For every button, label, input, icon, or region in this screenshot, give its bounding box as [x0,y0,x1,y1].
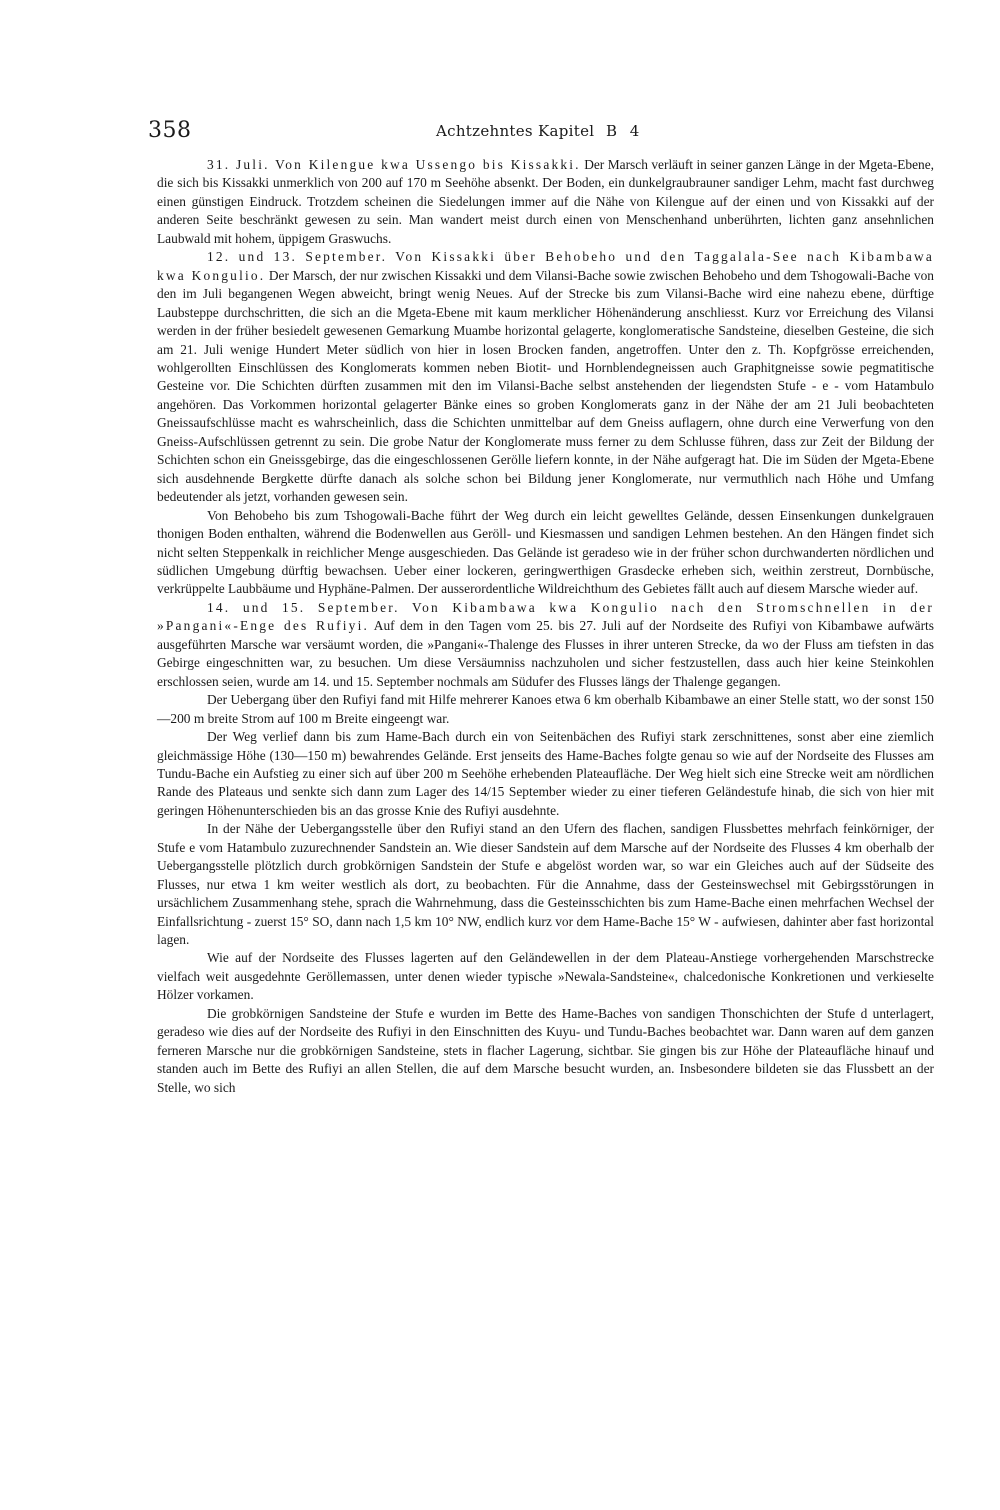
page-number: 358 [148,118,192,143]
paragraph-text: In der Nähe der Uebergangsstelle über den Rufiyi stand an den Ufern des flachen, sandigen Flussbettes mehrfach feinkörniger, der Stufe e vom Hatambulo zuzurechnender Sandstein an. Wie dieser Sandstein auf dem Marsche auf der Nordseite des Flusses 4 km oberhalb der Uebergangsstelle plötzlich durch grobkörnigen Sandstein der Stufe e abgelöst worden war, so war ein Gleiches auch auf der Südseite des Flusses, nur etwa 1 km weiter westlich als dort, zu beobachten. Für die Annahme, dass der Gesteinswechsel mit Gebirgsstörungen in ursächlichem Zusammenhang stehe, sprach die Wahrnehmung, dass die Gesteinsschichten bis zum Hame-Bache einen mehrfachen Wechsel der Einfallsrichtung - zuerst 15° SO, dann nach 1,5 km 10° NW, endlich kurz vor dem Hame-Bache 15° W - aufwiesen, dahinter aber fast horizontal lagen. [157,821,934,948]
paragraph-text: Der Weg verlief dann bis zum Hame-Bach durch ein von Seitenbächen des Rufiyi stark zerschnittenes, sonst aber eine ziemlich gleichmässige Höhe (130—150 m) bewahrendes Gelände. Erst jenseits des Hame-Baches folgte genau so wie auf der Nordseite des Flusses am Tundu-Bache ein Aufstieg zu einer sich auf über 200 m Seehöhe erhebenden Plateaufläche. Der Weg hielt sich eine Strecke weit am nördlichen Rande des Plateaus und senkte sich dann zum Lager des 14/15 September wieder zu einer tieferen Geländestufe hinab, die sich von hier mit geringen Höhenunterschieden bis an das grosse Knie des Rufiyi ausdehnte. [157,729,934,818]
paragraph-text: Wie auf der Nordseite des Flusses lagerten auf den Geländewellen in der dem Plateau-Anstiege vorhergehenden Marschstrecke vielfach weit ausgedehnte Geröllemassen, unter denen wieder typische »Newala-Sandsteine«, chalcedonische Konkretionen und verkieselte Hölzer vorkamen. [157,950,934,1003]
page-header [148,118,938,148]
paragraph-text: Auf dem in den Tagen vom 25. bis 27. Juli auf der Nordseite des Rufiyi von Kibambawe aufwärts ausgeführten Marsche war versäumt worden, die »Pangani«-Thalenge des Flusses in ihrer unteren Strecke, da wo der Fluss am tiefsten in das Gebirge eingeschnitten war, zu besuchen. Um diese Versäumniss nachzuholen und sicher festzustellen, dass auch hier keine Steinkohlen erschlossen seien, wurde am 14. und 15. September nochmals am Südufer des Flusses längs der Thalenge gegangen. [157,618,934,689]
signature-mark: B 4 [606,122,644,140]
paragraph-text: Der Uebergang über den Rufiyi fand mit Hilfe mehrerer Kanoes etwa 6 km oberhalb Kibambawe an einer Stelle statt, wo der sonst 150—200 m breite Strom auf 100 m Breite eingeengt war. [157,692,934,726]
paragraph [157,599,934,691]
paragraph-lead: 14. und 15. September. Von Kibambawa kwa Kongulio nach den Stromschnellen in der »Pangani«-Enge des Rufiyi. [157,599,934,634]
paragraph [157,156,934,248]
running-head: Achtzehntes Kapitel [436,122,595,140]
paragraph-text: Von Behobeho bis zum Tshogowali-Bache führt der Weg durch ein leicht gewelltes Gelände, dessen Einsenkungen dunkelgrauen thonigen Boden enthalten, während die Bodenwellen aus Geröll- und Kiesmassen und sandigen Lehmen bestehen. An den Hängen findet sich nicht selten Steppenkalk in reichlicher Menge ausgeschieden. Das Gelände ist geradeso wie in der früher schon durchwanderten nördlichen und südlichen Umgebung dürftig bewachsen. Ueber einer lockeren, geringwerthigen Grasdecke erheben sich, weithin zerstreut, Dornbüsche, verkrüppelte Laubbäume und Hyphäne-Palmen. Der ausserordentliche Wildreichthum des Gebietes fällt auch auf diesem Marsche wieder auf. [157,507,934,597]
paragraph [157,507,934,599]
paragraph [157,728,934,820]
paragraph-text: Die grobkörnigen Sandsteine der Stufe e wurden im Bette des Hame-Baches von sandigen Thonschichten der Stufe d unterlagert, geradeso wie dies auf der Nordseite des Rufiyi in den Einschnitten des Kuyu- und Tundu-Baches beobachtet war. Dann waren auf dem ganzen ferneren Marsche nur die grobkörnigen Sandsteine, stets in flacher Lagerung, sichtbar. Sie gingen bis zur Höhe der Plateaufläche hinauf und standen auch im Bette des Rufiyi an allen Stellen, die auf dem Marsche besucht wurden, an. Insbesondere bildeten sie das Flussbett an der Stelle, wo sich [157,1005,934,1095]
paragraph-text: Der Marsch verläuft in seiner ganzen Länge in der Mgeta-Ebene, die sich bis Kissakki unmerklich von 200 auf 170 m Seehöhe absenkt. Der Boden, ein dunkelgraubrauner sandiger Lehm, macht fast durchweg einen günstigen Eindruck. Trotzdem scheinen die Siedelungen immer auf die Nähe von Kilengue auf der einen und von Kissakki auf der anderen Seite beschränkt gewesen zu sein. Man wandert meist durch einen von Menschenhand unberührten, lichten ganz ansehnlichen Laubwald mit hohem, üppigem Graswuchs. [157,157,934,246]
paragraph [157,691,934,728]
paragraph [157,248,934,506]
paragraph-text: Der Marsch, der nur zwischen Kissakki und dem Vilansi-Bache sowie zwischen Behobeho und dem Tshogowali-Bache von den im Juli begangenen Wegen abweicht, bringt wenig Neues. Auf der Strecke bis zum Vilansi-Bache wird eine nahezu ebene, dürftige Laubsteppe durchschritten, die sich an die Mgeta-Ebene mit kaum merklicher Höhenänderung anschliesst. Kurz vor Erreichung des Vilansi werden in der früher besiedelt gewesenen Gemarkung Muambe horizontal gelagerte, konglomeratische Sandsteine, dieselben Gesteine, die sich am 21. Juli wenige Hundert Meter südlich von hier in losen Brocken fanden, angetroffen. Unter den z. Th. Kopfgrösse erreichenden, wohlgerollten Einschlüssen des Konglomerats kommen neben Biotit- und Hornblendegneissen auch Graphitgneisse sowie pegmatitische Gesteine vor. Die Schichten dürften zusammen mit den im Vilansi-Bache selbst anstehenden der liegendsten Stufe - e - vom Hatambulo angehören. Das Vorkommen horizontal gelagerter Bänke eines so groben Konglomerats ganz in der Nähe der am 21 Juli beobachteten Gneissaufschlüsse macht es wahrscheinlich, dass die Schichten unmittelbar auf dem Gneiss auflagern, ohne durch eine Verwerfung von den Gneiss-Aufschlüssen getrennt zu sein. Die grobe Natur der Konglomerate muss ferner zu dem Schlusse führen, dass zur Zeit der Bildung der Schichten schon ein Gneissgebirge, das die eingeschlossenen Gerölle liefern konnte, in der Nähe aufgeragt hat. Die im Süden der Mgeta-Ebene sich ausdehnende Bergkette dürfte danach als solche schon bei Bildung jener Konglomerate, nur vermuthlich nach Höhe und Umfang bedeutender als jetzt, vorhanden gewesen sein. [157,267,934,505]
paragraph [157,949,934,1004]
paragraph-lead: 12. und 13. September. Von Kissakki über Behobeho und den Taggalala-See nach Kibambawa kwa Kongulio. [157,249,934,283]
paragraph [157,820,934,949]
paragraph-lead: 31. Juli. Von Kilengue kwa Ussengo bis Kissakki. [207,157,581,172]
body-text [157,156,934,1097]
paragraph [157,1005,934,1097]
